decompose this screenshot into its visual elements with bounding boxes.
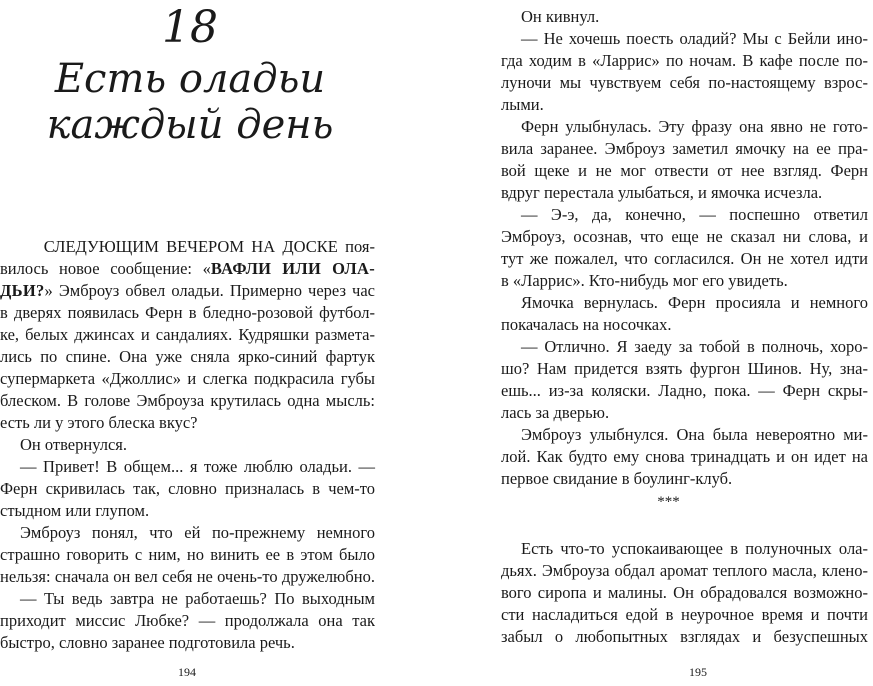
text-line: лась за дверью. [501,403,610,422]
text-line: вила заранее. Эмброуз заметил ямочку на ее пра- [501,139,868,158]
text-line: супермаркета «Джоллис» и слегка подкрасила губы [0,369,375,388]
text-line: Он кивнул. [521,7,600,26]
text-line [0,236,375,258]
text-line: в «Ларрис». Кто-нибудь мог его увидеть. [501,271,788,290]
text-line: тут же пожалел, что согласился. Он не хотел идти [501,249,868,268]
text-line: — Отлично. Я заеду за тобой в полночь, хоро- [521,337,868,356]
text-line: лыми. [501,95,544,114]
text-run-bold: ДЬИ? [0,281,45,300]
text-line: приходит миссис Любке? — продолжала она так [0,611,375,630]
text-line: нельзя: сначала он вел себя не очень-то дружелюбно. [0,567,375,586]
text-line: Эмброуз, осознав, что еще не сказал ни слова, и [501,227,868,246]
text-line: стыдном или глупом. [0,501,150,520]
text-line: лись по спине. Она уже сняла ярко-синий фартук [0,347,375,366]
text-run: СЛЕДУЮЩИМ ВЕЧЕРОМ НА ДОСКЕ [43,237,346,256]
chapter-number: 18 [162,2,218,53]
text-line: гда ходим в «Ларрис» по ночам. В кафе после по- [501,51,868,70]
text-line: покачалась на носочках. [501,315,672,334]
text-line: быстро, словно заранее подготовила речь. [0,633,295,652]
text-line [0,258,375,280]
text-run: » Эмброуз обвел оладьи. Примерно через час [44,281,375,300]
text-line: — Э-э, да, конечно, — поспешно ответил [521,205,868,224]
page-number: 194 [178,665,196,679]
text-line: сти насладиться едой в неурочное время и почти [501,605,868,624]
text-line: — Ты ведь завтра не работаешь? По выходным [20,589,375,608]
text-line: Ферн улыбнулась. Эту фразу она явно не гото- [521,117,868,136]
right-page [436,0,873,686]
text-line: Эмброуз улыбнулся. Она была невероятно ми- [521,425,868,444]
text-line: Он отвернулся. [20,435,128,454]
text-line: вой щеке и не мог отвести от нее взгляд. Ферн [501,161,868,180]
text-line: Есть что-то успокаивающее в полуночных ола- [521,539,868,558]
text-line: — Привет! В общем... я тоже люблю оладьи. — [20,457,375,476]
text-run: вилось новое сообщение: « [0,259,211,278]
text-line: есть ли у этого блеска вкус? [0,413,198,432]
text-line: забыл о любопытных взглядах и безуспешных [501,627,868,646]
text-run-bold: ВАФЛИ ИЛИ ОЛА- [210,259,375,278]
chapter-title-line-2: каждый день [46,102,334,148]
text-line: луночи мы чувствуем себя по-настоящему взрос- [501,73,868,92]
text-line: шо? Нам придется взять фургон Шинов. Ну, зна- [501,359,868,378]
text-line: — Не хочешь поесть оладий? Мы с Бейли ино- [521,29,868,48]
text-line: лой. Как будто ему снова тринадцать и он идет на [501,447,868,466]
text-line: вого сиропа и малины. Он обрадовался возможно- [501,583,868,602]
text-line: в дверях появилась Ферн в бледно-розовой футбол- [0,303,375,322]
text-line: дьях. Эмброуза обдал аромат теплого масла, клено- [501,561,868,580]
text-line [0,280,375,302]
text-line: ке, белых джинсах и сандалиях. Кудряшки размета- [0,325,375,344]
text-line: Ферн скривилась так, словно призналась в чем-то [0,479,375,498]
page-number: 195 [689,665,707,679]
text-line: вдруг перестала улыбаться, и ямочка исчезла. [501,183,823,202]
text-line: первое свидание в боулинг-клуб. [501,469,733,488]
chapter-title [0,56,380,148]
text-run: поя- [345,237,376,256]
text-line: ешь... из-за коляски. Ладно, пока. — Ферн скры- [501,381,868,400]
section-separator: *** [657,494,680,510]
text-line: страшно говорить с ним, но винить ее в этом было [0,545,375,564]
left-page [0,0,436,686]
text-line: Эмброуз понял, что ей по-прежнему немного [20,523,375,542]
chapter-title-line-1: Есть оладьи [54,56,326,102]
text-line: Ямочка вернулась. Ферн просияла и немного [521,293,868,312]
text-line: блеском. В голове Эмброуза крутилась одна мысль: [0,391,375,410]
